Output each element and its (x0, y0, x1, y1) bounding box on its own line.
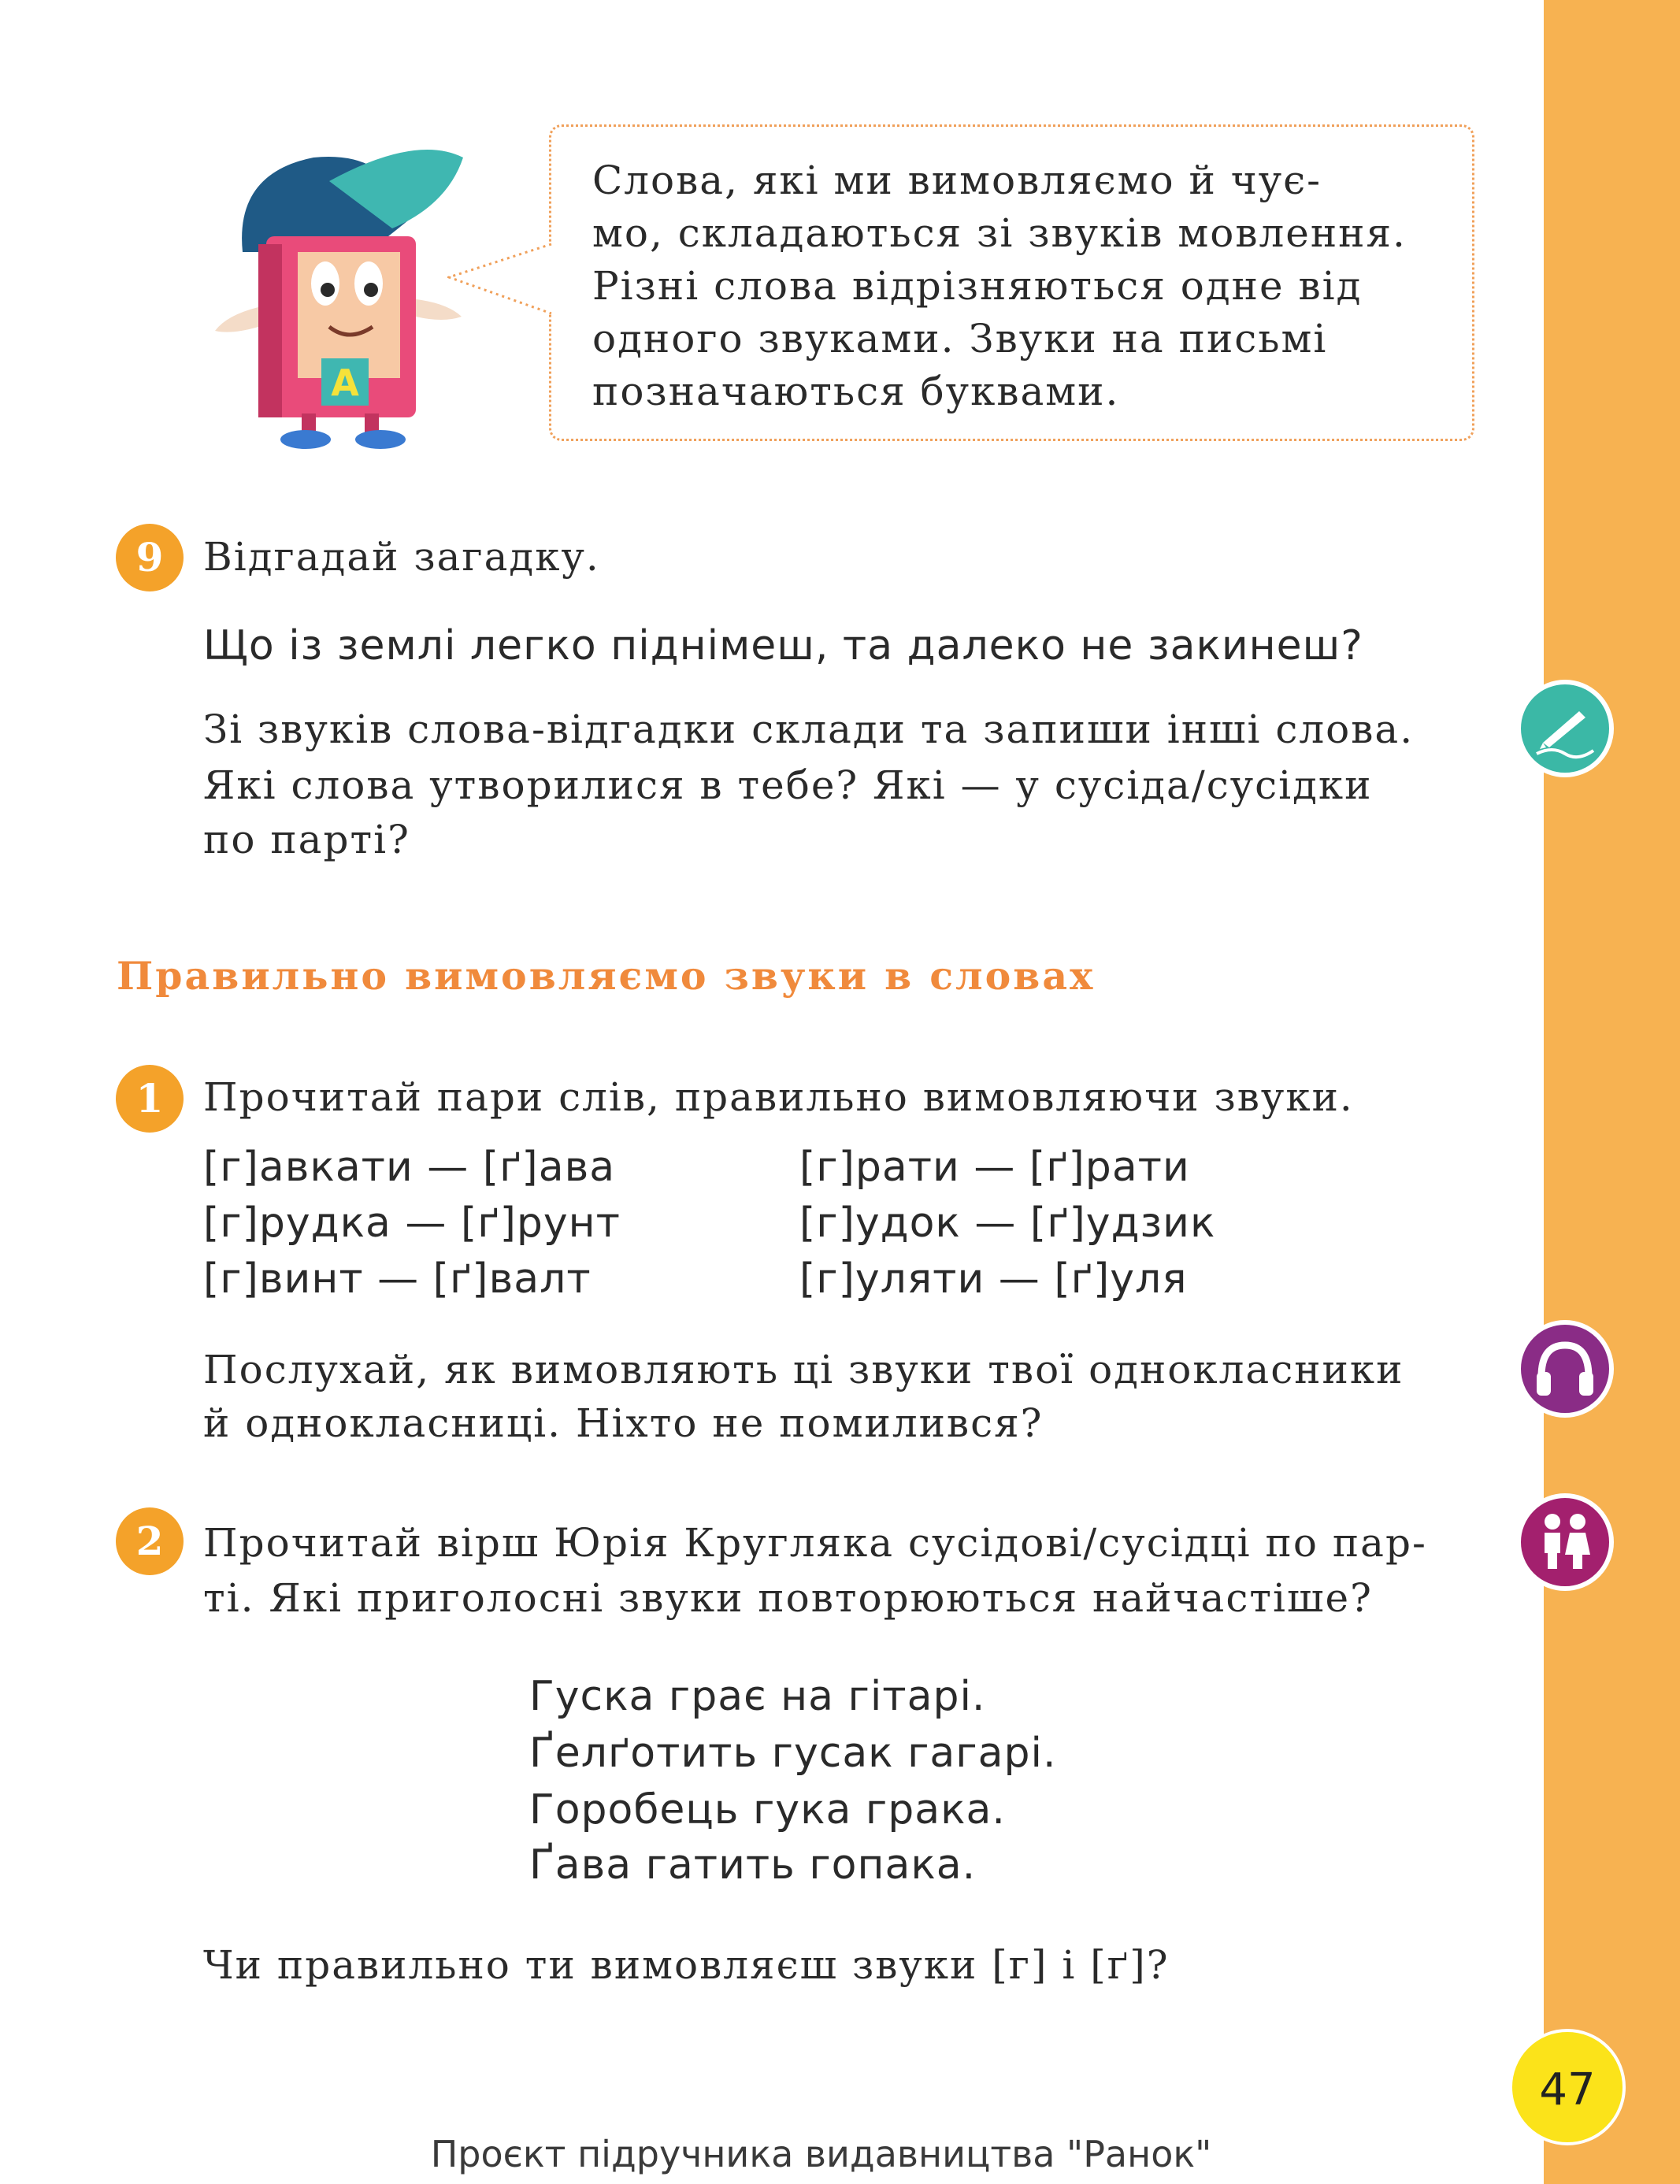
task1-follow-up-line: Послухай, як вимовляють ці звуки твої однокласники (203, 1347, 1404, 1392)
info-line: Різні слова відрізняються одне від (592, 263, 1363, 309)
info-box-text (592, 154, 1437, 418)
info-line: позначаються буквами. (592, 369, 1120, 414)
word-pair: [г]уляти — [ґ]уля (799, 1255, 1188, 1303)
word-pair: [г]авкати — [ґ]ава (203, 1144, 616, 1191)
task2-question: Чи правильно ти вимовляєш звуки [г] і [ґ]? (203, 1942, 1170, 1988)
word-pair: [г]рати — [ґ]рати (799, 1144, 1190, 1191)
mascot-book-illustration (211, 134, 479, 449)
sidebar-stripe (1544, 0, 1551, 2184)
info-line: мо, складаються зі звуків мовлення. (592, 210, 1407, 256)
info-line: Слова, які ми вимовляємо й чує- (592, 158, 1322, 203)
task9-follow-up-line: Зі звуків слова-відгадки склади та запиши інші слова. (203, 706, 1415, 752)
word-pair: [г]удок — [ґ]удзик (799, 1200, 1216, 1247)
task-number-badge: 9 (116, 524, 184, 591)
task1-instruction: Прочитай пари слів, правильно вимовляючи звуки. (203, 1074, 1354, 1120)
task9-follow-up-line: Які слова утворилися в тебе? Які — у сусіда/сусідки (203, 762, 1373, 808)
sidebar-stripe (1566, 0, 1573, 2184)
task-number-badge: 2 (116, 1507, 184, 1575)
sidebar-stripe (1555, 0, 1562, 2184)
footer-text: Проєкт підручника видавництва "Ранок" (430, 2133, 1212, 2175)
poem-line: Ґелґотить гусак гагарі. (529, 1730, 1057, 1777)
mascot-letter: А (331, 362, 359, 404)
task2-instruction-line: ті. Які приголосні звуки повторюються найчастіше? (203, 1575, 1373, 1621)
word-pair: [г]винт — [ґ]валт (203, 1255, 592, 1303)
page-number: 47 (1509, 2029, 1626, 2145)
task1-follow-up-line: й однокласниці. Ніхто не помилився? (203, 1400, 1044, 1446)
write-icon (1516, 680, 1614, 777)
pair-work-icon (1516, 1493, 1614, 1591)
task2-instruction-line: Прочитай вірш Юрія Кругляка сусідові/сусідці по пар- (203, 1520, 1427, 1566)
task-number-badge: 1 (116, 1065, 184, 1133)
poem-line: Ґава гатить гопака. (529, 1841, 977, 1889)
headphones-icon (1516, 1320, 1614, 1418)
section-heading: Правильно вимовляємо звуки в словах (117, 953, 1096, 999)
poem-line: Горобець гука грака. (529, 1786, 1006, 1834)
footer-note (0, 2133, 1680, 2175)
task9-riddle: Що із землі легко піднімеш, та далеко не закинеш? (203, 622, 1363, 669)
word-pair: [г]рудка — [ґ]рунт (203, 1200, 621, 1247)
task9-instruction: Відгадай загадку. (203, 534, 600, 580)
info-line: одного звуками. Звуки на письмі (592, 316, 1328, 362)
speech-bubble-tail (447, 236, 553, 323)
task9-follow-up-line: по парті? (203, 817, 410, 862)
poem-line: Гуска грає на гітарі. (529, 1673, 986, 1720)
